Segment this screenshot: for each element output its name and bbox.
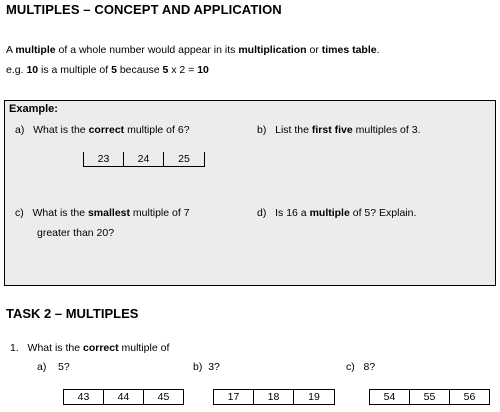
option-cell: 25 [178, 153, 190, 165]
option-cell: 19 [308, 391, 320, 403]
option-cell: 55 [410, 390, 450, 404]
option-cell: 24 [124, 152, 164, 166]
task2-part-a: a) 5? [37, 361, 70, 373]
task2-question-1: 1. What is the correct multiple of [10, 342, 170, 354]
option-cell: 17 [214, 390, 254, 404]
task2-part-c: c) 8? [346, 361, 376, 373]
example-heading: Example: [9, 103, 58, 115]
task2-heading: TASK 2 – MULTIPLES [6, 306, 139, 321]
task2-part-b-options [213, 389, 335, 405]
task2-part-b: b) 3? [193, 361, 220, 373]
option-cell: 23 [84, 152, 124, 166]
task2-part-c-options [369, 389, 490, 405]
example-question-d: d) Is 16 a multiple of 5? Explain. [257, 207, 417, 219]
option-cell: 43 [64, 390, 104, 404]
option-cell: 45 [157, 391, 170, 403]
example-a-options [83, 152, 205, 167]
option-cell: 54 [370, 390, 410, 404]
option-cell: 56 [463, 391, 476, 403]
task2-part-a-options [63, 389, 184, 405]
intro-line-1: A multiple of a whole number would appear in its multiplication or times table. [6, 44, 380, 56]
intro-line-2: e.g. 10 is a multiple of 5 because 5 x 2 = 10 [6, 64, 209, 76]
example-question-a: a) What is the correct multiple of 6? [15, 124, 190, 136]
example-question-c: c) What is the smallest multiple of 7 [15, 207, 190, 219]
option-cell: 44 [104, 390, 144, 404]
page-title: MULTIPLES – CONCEPT AND APPLICATION [6, 2, 282, 17]
example-question-c-line2: greater than 20? [37, 227, 115, 239]
option-cell: 18 [254, 390, 294, 404]
example-question-b: b) List the first five multiples of 3. [257, 124, 421, 136]
